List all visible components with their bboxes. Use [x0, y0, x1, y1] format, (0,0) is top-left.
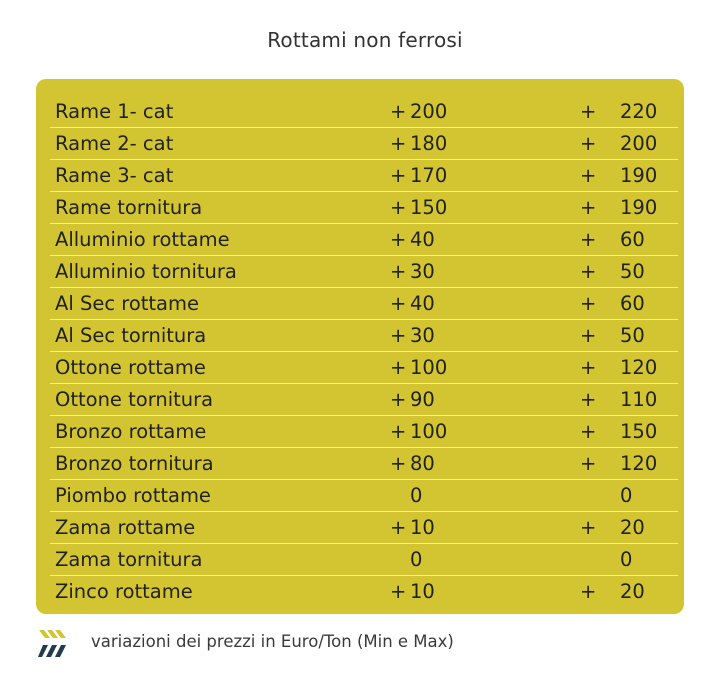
min-sign: + — [390, 164, 407, 187]
min-value: 0 — [410, 548, 423, 571]
table-row — [50, 544, 678, 576]
row-name: Zama rottame — [55, 516, 196, 539]
min-value: 30 — [410, 260, 435, 283]
max-value: 20 — [620, 580, 645, 603]
logo-stripe-4 — [38, 645, 48, 657]
row-name: Piombo rottame — [55, 484, 211, 507]
row-name: Alluminio rottame — [55, 228, 230, 251]
max-sign: + — [580, 260, 597, 283]
min-sign: + — [390, 324, 407, 347]
max-sign: + — [580, 516, 597, 539]
min-sign: + — [390, 356, 407, 379]
max-value: 110 — [620, 388, 658, 411]
min-value: 180 — [410, 132, 448, 155]
row-name: Rame tornitura — [55, 196, 203, 219]
min-sign: + — [390, 580, 407, 603]
row-name: Ottone tornitura — [55, 388, 214, 411]
table-row — [50, 320, 678, 352]
row-name: Alluminio tornitura — [55, 260, 237, 283]
min-value: 40 — [410, 228, 435, 251]
max-value: 60 — [620, 228, 645, 251]
table-row — [50, 160, 678, 192]
row-name: Rame 2- cat — [55, 132, 174, 155]
max-value: 50 — [620, 324, 645, 347]
row-name: Rame 1- cat — [55, 100, 174, 123]
max-value: 190 — [620, 196, 658, 219]
max-sign: + — [580, 132, 597, 155]
price-table — [50, 96, 678, 607]
min-sign: + — [390, 292, 407, 315]
row-name: Ottone rottame — [55, 356, 206, 379]
page-title: Rottami non ferrosi — [267, 28, 463, 52]
table-row — [50, 416, 678, 448]
min-value: 80 — [410, 452, 435, 475]
max-sign: + — [580, 388, 597, 411]
chevron-stripes-logo — [38, 628, 70, 660]
min-value: 150 — [410, 196, 448, 219]
min-value: 170 — [410, 164, 448, 187]
max-value: 50 — [620, 260, 645, 283]
max-value: 150 — [620, 420, 658, 443]
max-sign: + — [580, 100, 597, 123]
min-sign: + — [390, 452, 407, 475]
price-table-panel — [36, 79, 684, 614]
footer — [38, 628, 698, 660]
max-sign: + — [580, 420, 597, 443]
table-row — [50, 512, 678, 544]
max-value: 20 — [620, 516, 645, 539]
min-value: 100 — [410, 420, 448, 443]
footnote: variazioni dei prezzi in Euro/Ton (Min e Max) — [91, 632, 454, 651]
max-sign: + — [580, 356, 597, 379]
table-row — [50, 384, 678, 416]
min-value: 10 — [410, 516, 435, 539]
max-sign: + — [580, 196, 597, 219]
table-row — [50, 128, 678, 160]
min-value: 30 — [410, 324, 435, 347]
row-name: Al Sec rottame — [55, 292, 200, 315]
max-sign: + — [580, 324, 597, 347]
max-value: 120 — [620, 356, 658, 379]
table-row — [50, 352, 678, 384]
min-value: 200 — [410, 100, 448, 123]
max-sign: + — [580, 164, 597, 187]
min-value: 0 — [410, 484, 423, 507]
max-sign: + — [580, 228, 597, 251]
table-row — [50, 224, 678, 256]
max-value: 190 — [620, 164, 658, 187]
table-row — [50, 192, 678, 224]
max-value: 220 — [620, 100, 658, 123]
table-row — [50, 96, 678, 128]
min-sign: + — [390, 132, 407, 155]
max-value: 60 — [620, 292, 645, 315]
table-row — [50, 480, 678, 512]
min-value: 90 — [410, 388, 435, 411]
min-value: 100 — [410, 356, 448, 379]
table-row — [50, 256, 678, 288]
row-name: Bronzo tornitura — [55, 452, 214, 475]
min-sign: + — [390, 100, 407, 123]
table-row — [50, 288, 678, 320]
min-sign: + — [390, 388, 407, 411]
max-value: 200 — [620, 132, 658, 155]
max-value: 0 — [620, 548, 633, 571]
row-name: Zama tornitura — [55, 548, 203, 571]
max-sign: + — [580, 580, 597, 603]
max-value: 0 — [620, 484, 633, 507]
min-value: 10 — [410, 580, 435, 603]
min-sign: + — [390, 196, 407, 219]
row-name: Zinco rottame — [55, 580, 193, 603]
max-value: 120 — [620, 452, 658, 475]
max-sign: + — [580, 292, 597, 315]
max-sign: + — [580, 452, 597, 475]
min-value: 40 — [410, 292, 435, 315]
logo-stripe-6 — [55, 645, 66, 657]
min-sign: + — [390, 420, 407, 443]
min-sign: + — [390, 260, 407, 283]
logo-stripe-5 — [46, 645, 57, 657]
min-sign: + — [390, 516, 407, 539]
min-sign: + — [390, 228, 407, 251]
row-name: Al Sec tornitura — [55, 324, 207, 347]
row-name: Bronzo rottame — [55, 420, 207, 443]
table-row — [50, 576, 678, 607]
table-row — [50, 448, 678, 480]
row-name: Rame 3- cat — [55, 164, 174, 187]
